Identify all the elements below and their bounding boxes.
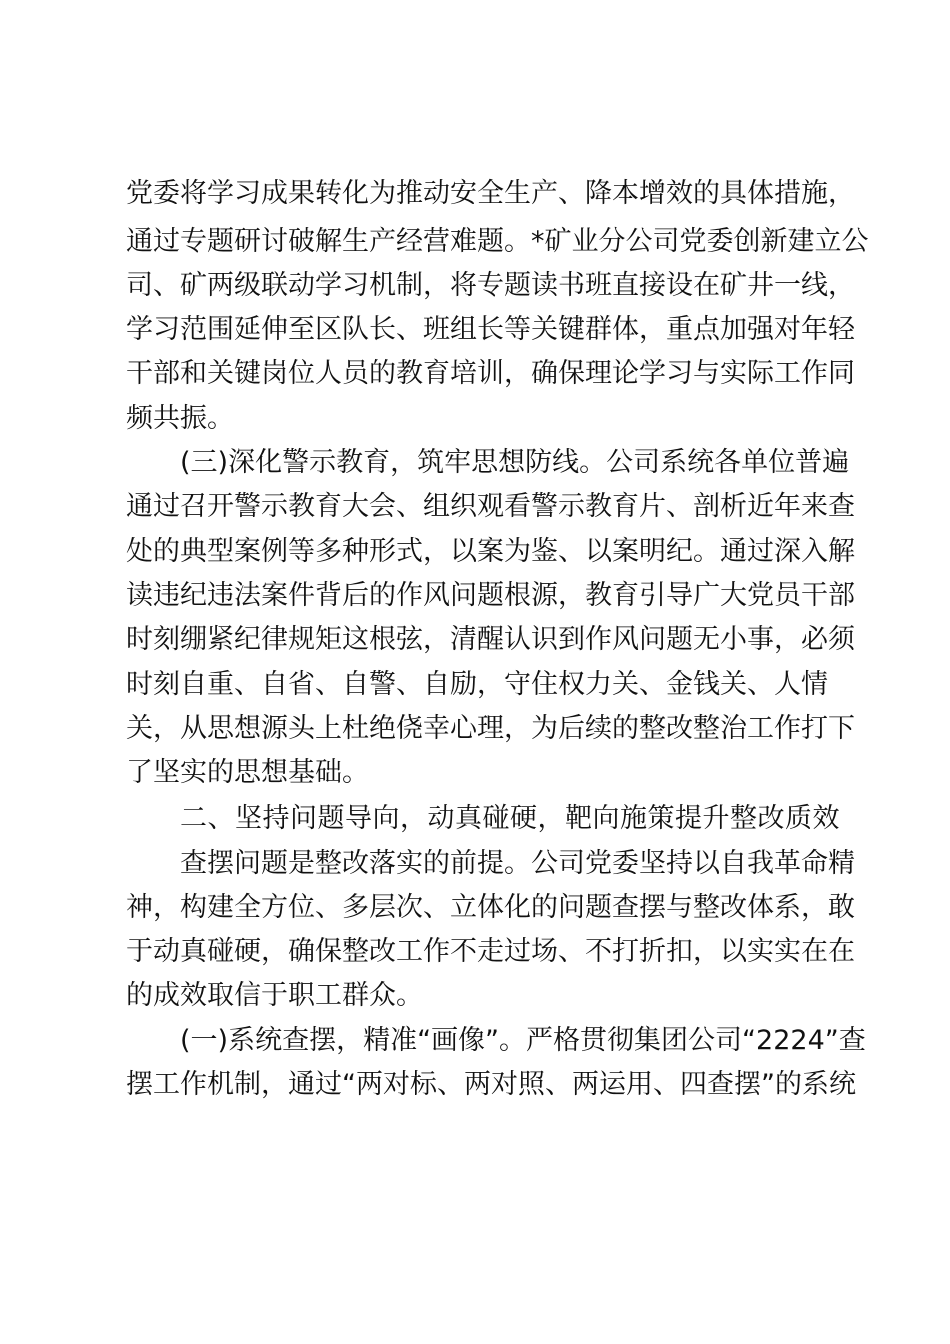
text-line: 干部和关键岗位人员的教育培训，确保理论学习与实际工作同	[126, 358, 855, 389]
text-line: 查摆问题是整改落实的前提。公司党委坚持以自我革命精	[180, 848, 855, 879]
text-line: 通过专题研讨破解生产经营难题。*矿业分公司党委创新建立公	[126, 226, 869, 257]
text-line: 司、矿两级联动学习机制，将专题读书班直接设在矿井一线，	[126, 270, 855, 301]
text-line: 于动真碰硬，确保整改工作不走过场、不打折扣，以实实在在	[126, 936, 855, 967]
text-line: 时刻自重、自省、自警、自励，守住权力关、金钱关、人情	[126, 669, 828, 700]
text-line: 党委将学习成果转化为推动安全生产、降本增效的具体措施，	[126, 178, 855, 209]
text-line: 学习范围延伸至区队长、班组长等关键群体，重点加强对年轻	[126, 314, 855, 345]
text-line: 通过召开警示教育大会、组织观看警示教育片、剖析近年来查	[126, 491, 855, 522]
text-line: 处的典型案例等多种形式，以案为鉴、以案明纪。通过深入解	[126, 536, 855, 567]
text-line: 关，从思想源头上杜绝侥幸心理，为后续的整改整治工作打下	[126, 713, 855, 744]
text-line: 摆工作机制，通过“两对标、两对照、两运用、四查摆”的系统	[126, 1069, 856, 1100]
text-line: 读违纪违法案件背后的作风问题根源，教育引导广大党员干部	[126, 580, 855, 611]
text-line: 频共振。	[126, 403, 234, 434]
subsection-heading-line: (一)系统查摆，精准“画像”。严格贯彻集团公司“2224”查	[180, 1025, 866, 1056]
section-heading-line: (三)深化警示教育，筑牢思想防线。公司系统各单位普遍	[180, 447, 850, 478]
text-line: 了坚实的思想基础。	[126, 757, 369, 788]
text-line: 神，构建全方位、多层次、立体化的问题查摆与整改体系，敢	[126, 892, 855, 923]
section-heading: 二、坚持问题导向，动真碰硬，靶向施策提升整改质效	[180, 803, 840, 834]
text-line: 时刻绷紧纪律规矩这根弦，清醒认识到作风问题无小事，必须	[126, 624, 855, 655]
text-line: 的成效取信于职工群众。	[126, 980, 423, 1011]
